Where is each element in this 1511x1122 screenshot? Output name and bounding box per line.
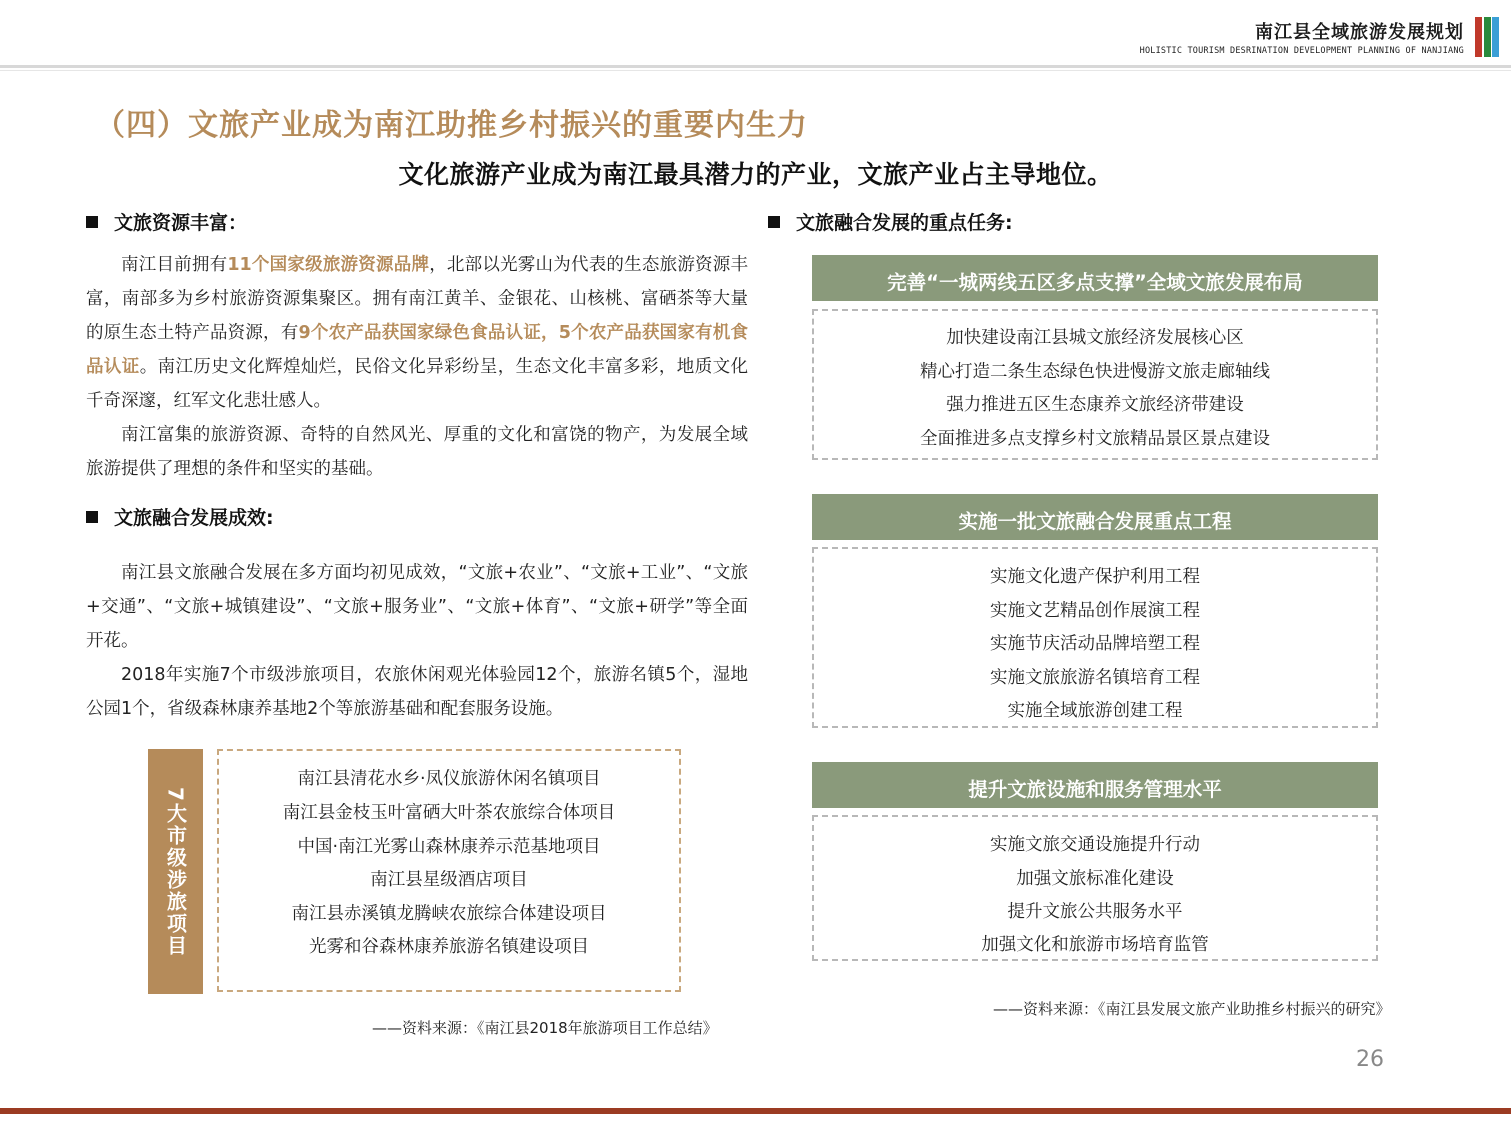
task-block-title: 实施一批文旅融合发展重点工程 (812, 494, 1378, 540)
page-number: 26 (1356, 1047, 1384, 1072)
list-item: 精心打造二条生态绿色快进慢游文旅走廊轴线 (920, 362, 1270, 382)
text-run: 南江目前拥有 (121, 255, 228, 275)
results-paragraphs (86, 556, 748, 726)
highlight-national-brands: 11个国家级旅游资源品牌 (227, 255, 430, 275)
bullet-square-icon (86, 216, 98, 228)
list-item: 实施节庆活动品牌培塑工程 (990, 634, 1200, 654)
list-item: 南江县星级酒店项目 (370, 870, 528, 890)
resources-heading-text: 文旅资源丰富： (114, 212, 248, 234)
text-run: ， (541, 323, 559, 343)
task-block-list (812, 815, 1378, 961)
resources-paragraph-2: 南江富集的旅游资源、奇特的自然风光、厚重的文化和富饶的物产，为发展全域旅游提供了理想的条件和坚实的基础。 (86, 425, 748, 479)
task-block-list (812, 547, 1378, 728)
bullet-square-icon (86, 511, 98, 523)
document-title: 南江县全域旅游发展规划 (1255, 22, 1464, 43)
list-item: 提升文旅公共服务水平 (1007, 902, 1183, 922)
right-source-note: ——资料来源：《南江县发展文旅产业助推乡村振兴的研究》 (993, 1000, 1391, 1018)
header-divider (0, 65, 1511, 68)
list-item: 南江县清花水乡·凤仪旅游休闲名镇项目 (297, 769, 601, 789)
highlight-organic-food: 5个农产品获国家有机食品认证 (86, 323, 749, 377)
list-item: 全面推进多点支撑乡村文旅精品景区景点建设 (920, 429, 1270, 449)
header-divider-thin (0, 70, 1511, 71)
document-subtitle-en: HOLISTIC TOURISM DESRINATION DEVELOPMENT PLANNING OF NANJIANG (1139, 46, 1464, 56)
results-heading (86, 503, 274, 530)
projects-tab-label: 7大市级涉旅项目 (148, 749, 203, 994)
footer-bar (0, 1108, 1511, 1114)
list-item: 加强文旅标准化建设 (1016, 869, 1174, 889)
text-run: ，北部以光雾山为代表的生态旅游资源丰富，南部多为乡村旅游资源集聚区。拥有南江黄羊、金银花、山核桃、富硒茶等大量的原生态土特产品资源，有 (86, 255, 749, 343)
bullet-square-icon (768, 216, 780, 228)
left-source-note: ——资料来源：《南江县2018年旅游项目工作总结》 (372, 1019, 718, 1037)
red-bar (1475, 17, 1482, 57)
list-item: 中国·南江光雾山森林康养示范基地项目 (297, 837, 601, 857)
tasks-heading-text: 文旅融合发展的重点任务: (796, 212, 1013, 234)
green-bar (1484, 17, 1491, 57)
results-paragraph-1: 南江县文旅融合发展在多方面均初见成效，“文旅+农业”、“文旅+工业”、“文旅+交通”、“文旅+城镇建设”、“文旅+服务业”、“文旅+体育”、“文旅+研学”等全面开花。 (86, 563, 748, 651)
task-block-list (812, 309, 1378, 460)
resources-heading (86, 208, 247, 235)
section-title: （四）文旅产业成为南江助推乡村振兴的重要内生力 (95, 108, 808, 143)
list-item: 实施文艺精品创作展演工程 (990, 601, 1200, 621)
list-item: 实施文化遗产保护利用工程 (990, 567, 1200, 587)
color-bars-logo (1475, 17, 1501, 57)
task-block-title: 提升文旅设施和服务管理水平 (812, 762, 1378, 808)
highlight-green-food: 9个农产品获国家绿色食品认证 (298, 323, 542, 343)
projects-list (217, 749, 681, 992)
resources-paragraph-1 (86, 248, 748, 418)
list-item: 强力推进五区生态康养文旅经济带建设 (946, 395, 1244, 415)
results-paragraph-2: 2018年实施7个市级涉旅项目，农旅休闲观光体验园12个，旅游名镇5个，湿地公园1个，省级森林康养基地2个等旅游基础和配套服务设施。 (86, 665, 748, 719)
tasks-heading (768, 208, 1013, 235)
list-item: 南江县赤溪镇龙腾峡农旅综合体建设项目 (291, 904, 607, 924)
resources-paragraphs (86, 248, 748, 486)
section-subtitle: 文化旅游产业成为南江最具潜力的产业，文旅产业占主导地位。 (398, 160, 1113, 189)
list-item: 加强文化和旅游市场培育监管 (981, 935, 1209, 955)
results-heading-text: 文旅融合发展成效: (114, 507, 274, 529)
text-run: 。南江历史文化辉煌灿烂，民俗文化异彩纷呈，生态文化丰富多彩，地质文化千奇深邃，红军文化悲壮感人。 (86, 357, 749, 411)
list-item: 南江县金枝玉叶富硒大叶茶农旅综合体项目 (282, 803, 616, 823)
list-item: 实施全域旅游创建工程 (1007, 701, 1183, 721)
task-block-title: 完善“一城两线五区多点支撑”全域文旅发展布局 (812, 255, 1378, 301)
list-item: 光雾和谷森林康养旅游名镇建设项目 (309, 937, 589, 957)
list-item: 加快建设南江县城文旅经济发展核心区 (946, 328, 1244, 348)
list-item: 实施文旅旅游名镇培育工程 (990, 668, 1200, 688)
list-item: 实施文旅交通设施提升行动 (990, 835, 1200, 855)
blue-bar (1492, 17, 1499, 57)
